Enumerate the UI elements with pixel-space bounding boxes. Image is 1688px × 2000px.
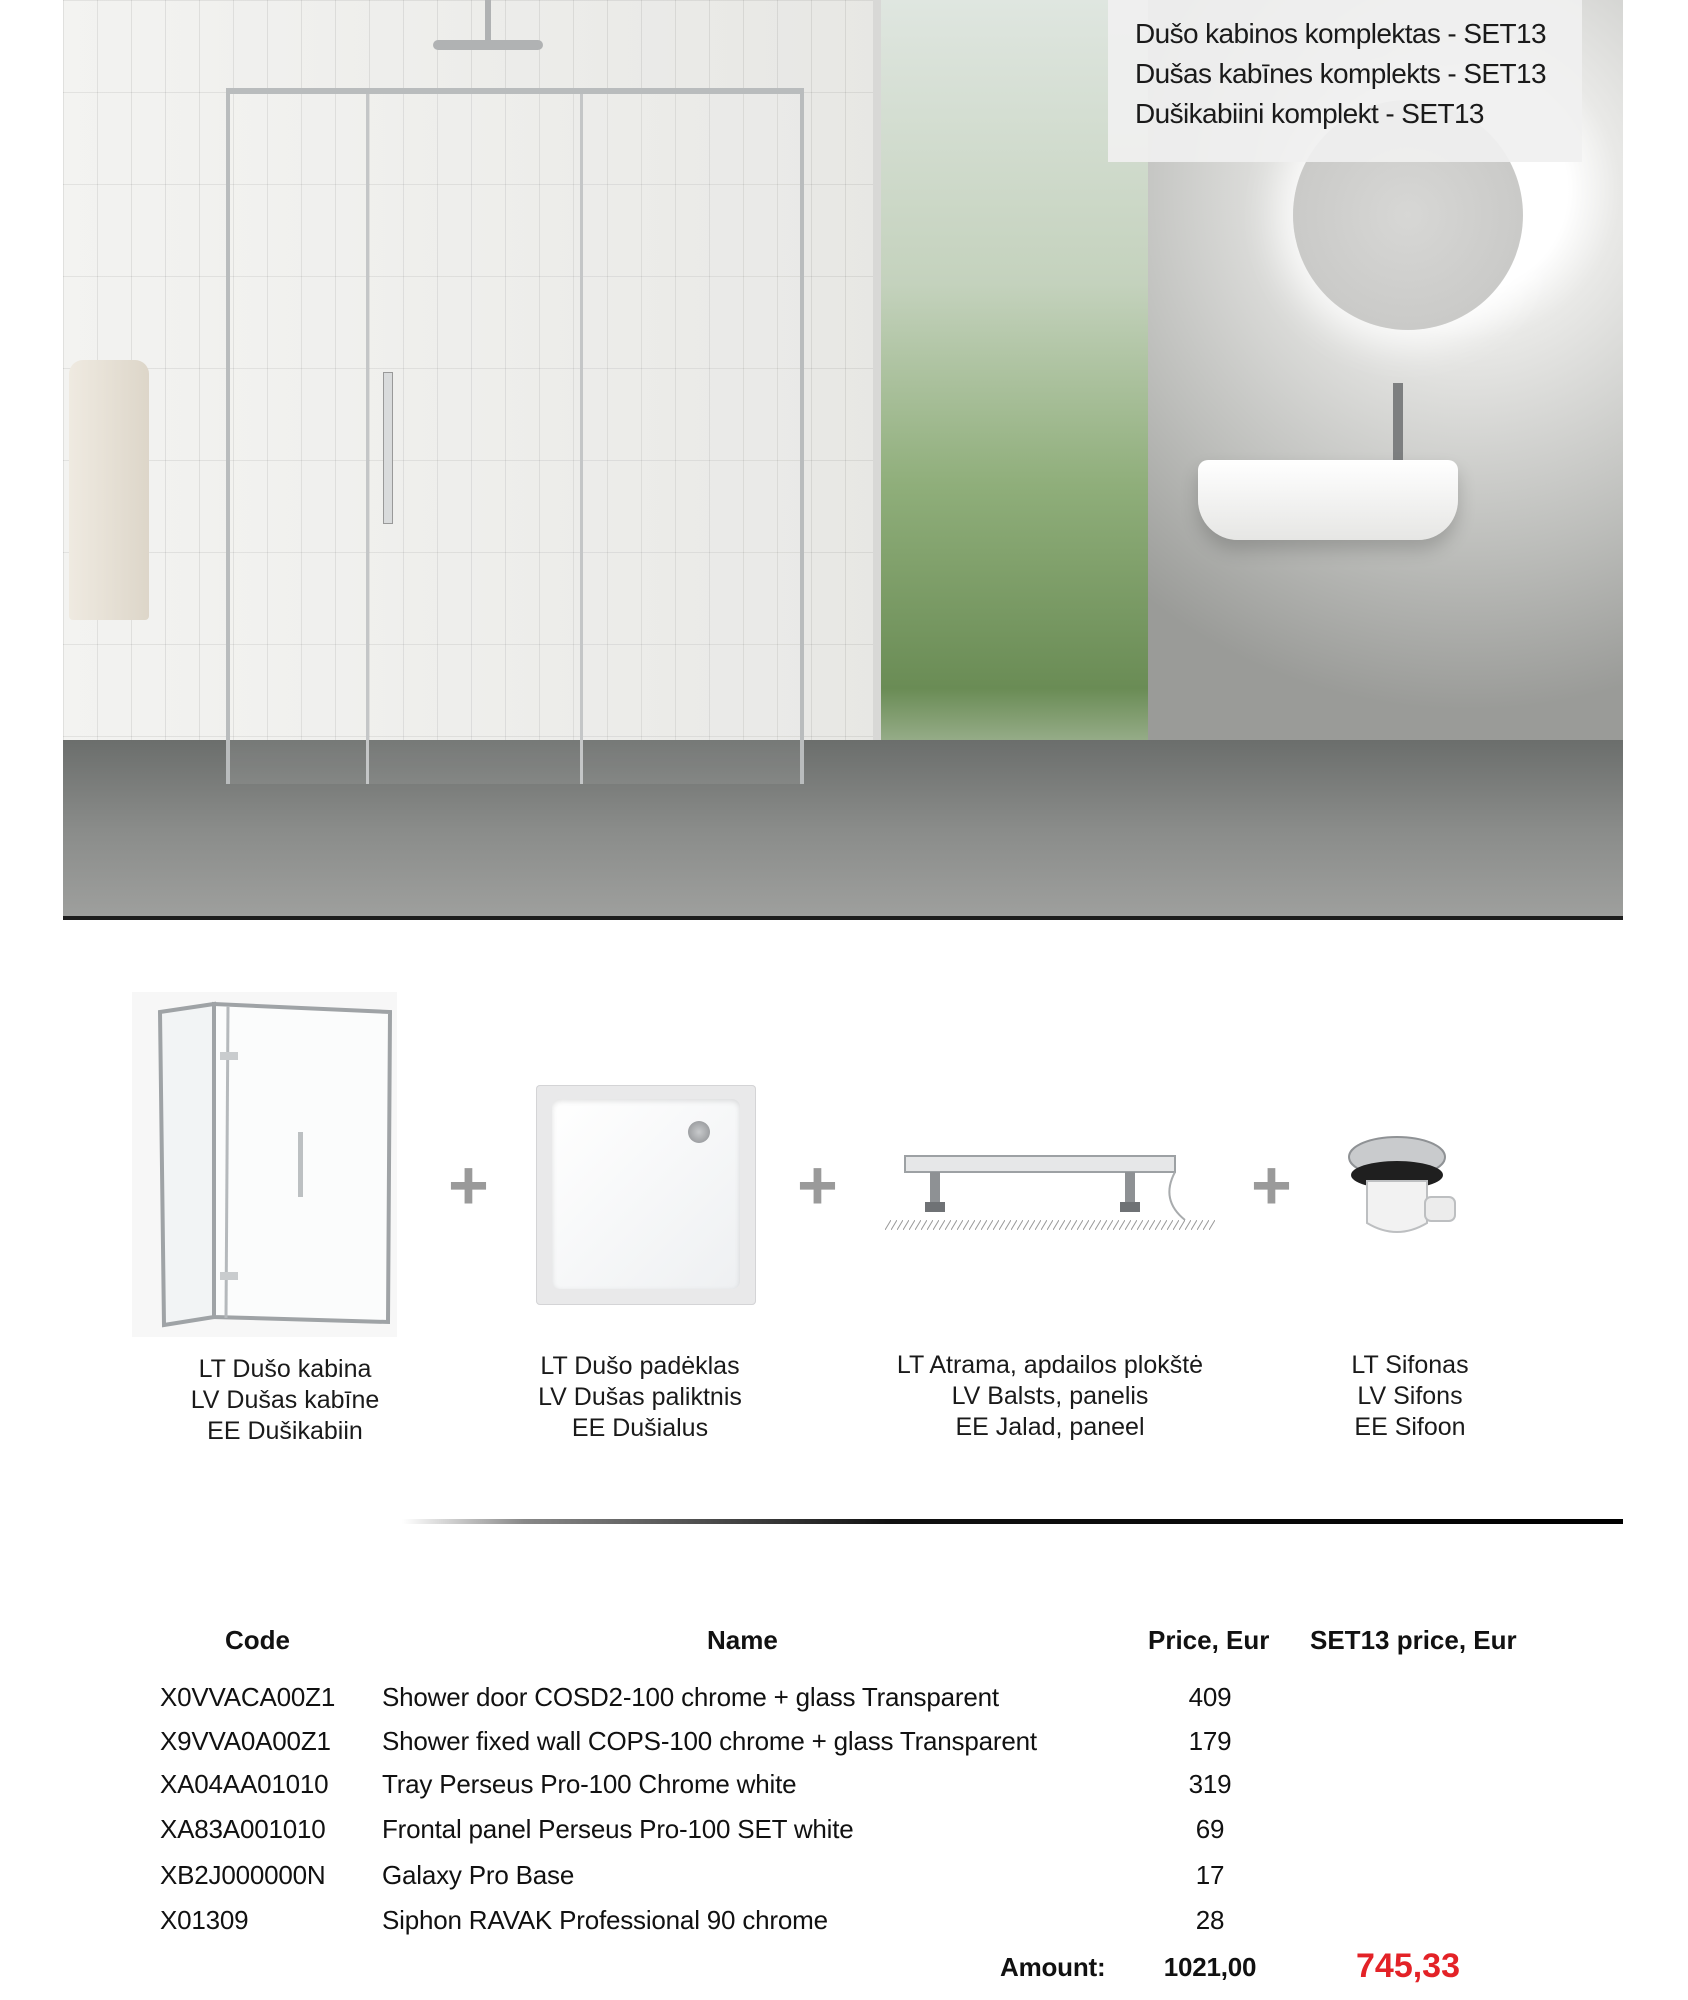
caption-lv: Dušas kabīnes komplekts - SET13 xyxy=(1135,58,1546,89)
header-price: Price, Eur xyxy=(1148,1625,1270,1655)
header-name: Name xyxy=(707,1625,778,1655)
row-price: 69 xyxy=(1195,1814,1225,1844)
row-code: X01309 xyxy=(160,1905,249,1935)
component-label-frame: LT Atrama, apdailos plokštė LV Balsts, panelis EE Jalad, paneel xyxy=(896,1351,1204,1441)
shower-enclosure xyxy=(226,88,804,784)
row-code: X0VVACA00Z1 xyxy=(160,1682,336,1712)
amount-label: Amount: xyxy=(1000,1952,1106,1982)
row-name: Siphon RAVAK Professional 90 chrome xyxy=(382,1905,828,1935)
shower-pipe xyxy=(485,0,491,44)
row-name: Shower door COSD2-100 chrome + glass Transparent xyxy=(382,1682,999,1712)
towel xyxy=(69,360,149,620)
shower-tray-image xyxy=(536,1085,756,1305)
shower-head xyxy=(433,40,543,50)
hero-bottom-bar xyxy=(63,916,1623,920)
caption-ee: Dušikabiini komplekt - SET13 xyxy=(1135,98,1484,129)
shower-cabin-image xyxy=(132,992,397,1337)
row-name: Shower fixed wall COPS-100 chrome + glass Transparent xyxy=(382,1726,1037,1756)
row-price: 179 xyxy=(1188,1726,1232,1756)
drain-icon xyxy=(688,1121,710,1143)
section-divider xyxy=(402,1519,1623,1524)
caption-lt: Dušo kabinos komplektas - SET13 xyxy=(1135,18,1546,49)
support-frame-image xyxy=(885,1150,1215,1242)
row-name: Galaxy Pro Base xyxy=(382,1860,575,1890)
set-price-value: 745,33 xyxy=(1356,1947,1460,1985)
siphon-image xyxy=(1345,1135,1470,1250)
header-code: Code xyxy=(225,1625,290,1655)
row-code: X9VVA0A00Z1 xyxy=(160,1726,331,1756)
row-price: 409 xyxy=(1188,1682,1232,1712)
row-code: XB2J000000N xyxy=(160,1860,326,1890)
row-price: 28 xyxy=(1195,1905,1225,1935)
component-label-siphon: LT Sifonas LV Sifons EE Sifoon xyxy=(1351,1351,1469,1441)
hero-caption xyxy=(1108,0,1582,162)
row-code: XA83A001010 xyxy=(160,1814,326,1844)
door-handle xyxy=(383,372,393,524)
component-label-tray: LT Dušo padėklas LV Dušas paliktnis EE Dušialus xyxy=(538,1352,742,1442)
washbasin xyxy=(1198,460,1458,540)
row-code: XA04AA01010 xyxy=(160,1769,329,1799)
plus-icon: + xyxy=(797,1146,838,1224)
plus-icon: + xyxy=(448,1146,489,1224)
header-set-price: SET13 price, Eur xyxy=(1310,1625,1517,1655)
row-name: Tray Perseus Pro-100 Chrome white xyxy=(382,1769,797,1799)
plus-icon: + xyxy=(1251,1146,1292,1224)
component-label-cabin: LT Dušo kabina LV Dušas kabīne EE Dušikabiin xyxy=(190,1355,380,1445)
row-price: 319 xyxy=(1188,1769,1232,1799)
row-price: 17 xyxy=(1195,1860,1225,1890)
faucet xyxy=(1393,383,1403,461)
row-name: Frontal panel Perseus Pro-100 SET white xyxy=(382,1814,854,1844)
amount-value: 1021,00 xyxy=(1163,1952,1257,1982)
